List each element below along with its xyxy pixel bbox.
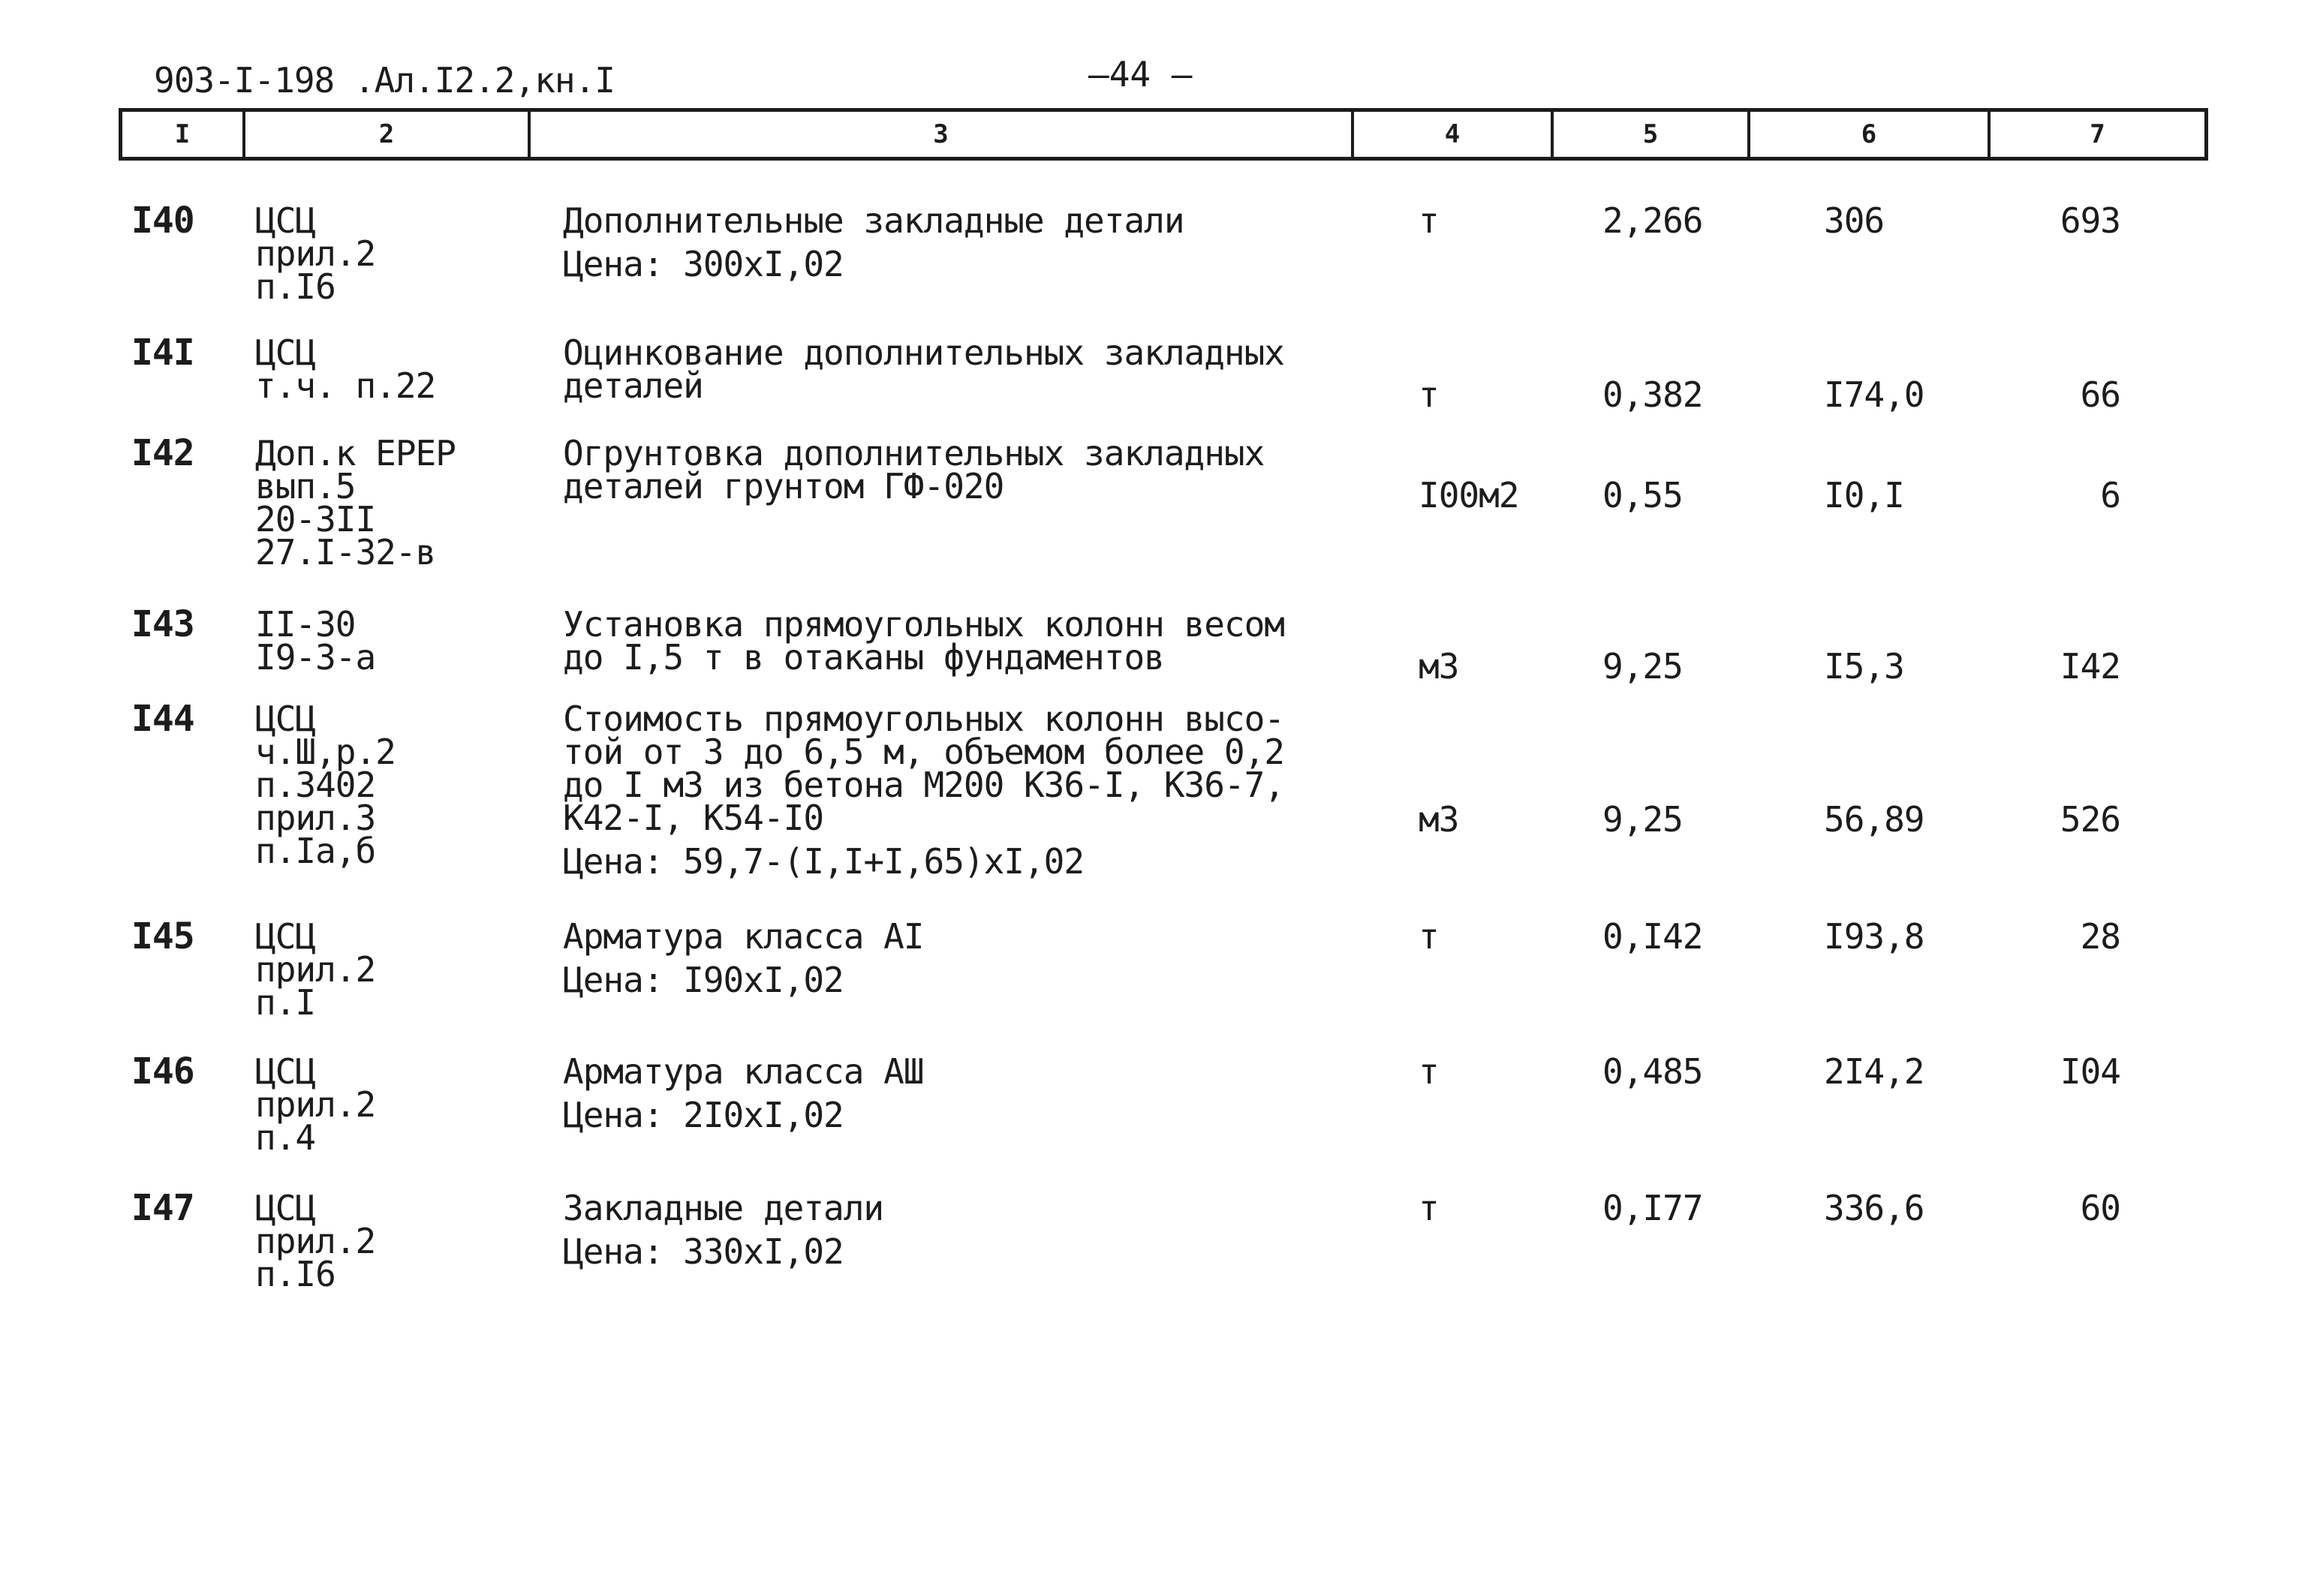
column-header-2: 2 <box>242 112 528 157</box>
row-total: 693 <box>2060 200 2120 241</box>
row-unit: м3 <box>1419 646 1459 687</box>
row-code <box>255 1188 376 1294</box>
row-unit: т <box>1419 374 1439 415</box>
price-note: Цена: I90хI,02 <box>563 960 844 1000</box>
code-line: ЦСЦ <box>255 1051 316 1092</box>
row-quantity: 0,55 <box>1602 475 1683 515</box>
row-total: I04 <box>2060 1051 2120 1092</box>
code-line: 27.I-32-в <box>255 532 436 573</box>
row-quantity: 0,I77 <box>1602 1188 1703 1228</box>
column-header-1: I <box>174 119 191 149</box>
row-total: 66 <box>2080 374 2120 415</box>
row-code <box>255 1051 376 1158</box>
row-unit: т <box>1419 200 1439 241</box>
row-unit: т <box>1419 916 1439 957</box>
column-header-5: 5 <box>1551 112 1747 157</box>
row-number: I46 <box>131 1050 194 1093</box>
code-line: прил.3 <box>255 798 376 838</box>
page-number: —44 — <box>1088 54 1193 95</box>
description-line: Закладные детали <box>563 1188 884 1228</box>
row-code <box>255 699 396 871</box>
code-line: п.Iа,б <box>255 831 376 871</box>
code-line: п.I6 <box>255 266 336 307</box>
row-quantity: 0,382 <box>1602 374 1703 415</box>
row-description <box>563 1188 884 1272</box>
row-unit-price: 336,6 <box>1824 1188 1924 1228</box>
description-line: Дополнительные закладные детали <box>563 200 1184 241</box>
code-line: прил.2 <box>255 1084 376 1125</box>
row-description <box>563 332 1284 406</box>
code-line: 20-3II <box>255 499 376 540</box>
row-unit-price: I0,I <box>1824 475 1904 515</box>
code-line: п.I <box>255 982 316 1023</box>
row-unit-price: I5,3 <box>1824 646 1904 687</box>
description-line: до I,5 т в отаканы фундаментов <box>563 637 1164 678</box>
description-line: К42-I, К54-I0 <box>563 798 824 838</box>
row-number: I40 <box>131 200 194 242</box>
description-line: той от 3 до 6,5 м, объемом более 0,2 <box>563 732 1284 772</box>
price-note: Цена: 300хI,02 <box>563 244 844 284</box>
row-code <box>255 200 376 307</box>
column-header-7: 7 <box>1988 112 2204 157</box>
row-total: I42 <box>2060 646 2120 687</box>
code-line: прил.2 <box>255 949 376 990</box>
description-line: Установка прямоугольных колонн весом <box>563 604 1284 645</box>
description-line: Огрунтовка дополнительных закладных <box>563 433 1265 473</box>
code-line: Доп.к ЕРЕР <box>255 433 456 473</box>
row-unit: т <box>1419 1051 1439 1092</box>
description-line: Оцинкование дополнительных закладных <box>563 332 1284 373</box>
code-line: т.ч. п.22 <box>255 365 436 406</box>
row-quantity: 0,I42 <box>1602 916 1703 957</box>
code-line: ЦСЦ <box>255 1188 316 1228</box>
description-line: деталей <box>563 365 703 406</box>
code-line: прил.2 <box>255 233 376 274</box>
row-quantity: 9,25 <box>1602 799 1683 840</box>
column-header-4: 4 <box>1351 112 1551 157</box>
code-line: ЦСЦ <box>255 332 316 373</box>
code-line: п.I6 <box>255 1254 336 1294</box>
description-line: Арматура класса АI <box>563 916 924 957</box>
code-line: п.4 <box>255 1117 316 1158</box>
code-line: вып.5 <box>255 466 356 506</box>
code-line: ЦСЦ <box>255 699 316 739</box>
row-total: 6 <box>2100 475 2120 515</box>
row-unit-price: I74,0 <box>1824 374 1924 415</box>
row-unit: м3 <box>1419 799 1459 840</box>
document-reference: 903-I-198 .Ал.I2.2,кн.I <box>154 60 615 101</box>
row-description <box>563 604 1284 678</box>
description-line: Арматура класса АШ <box>563 1051 924 1092</box>
row-number: I45 <box>131 915 194 957</box>
row-number: I43 <box>131 603 194 645</box>
code-line: прил.2 <box>255 1221 376 1261</box>
row-number: I42 <box>131 432 194 474</box>
row-total: 526 <box>2060 799 2120 840</box>
row-description <box>563 433 1265 506</box>
price-note: Цена: 330хI,02 <box>563 1231 844 1272</box>
column-header-6: 6 <box>1747 112 1988 157</box>
row-code <box>255 332 436 406</box>
code-line: ЦСЦ <box>255 916 316 957</box>
code-line: ЦСЦ <box>255 200 316 241</box>
row-code <box>255 433 456 573</box>
description-line: до I м3 из бетона М200 К36-I, К36-7, <box>563 765 1284 805</box>
row-unit-price: 2I4,2 <box>1824 1051 1924 1092</box>
row-unit-price: 306 <box>1824 200 1885 241</box>
row-number: I44 <box>131 698 194 740</box>
row-unit: т <box>1419 1188 1439 1228</box>
code-line: ч.Ш,р.2 <box>255 732 396 772</box>
row-code <box>255 604 376 678</box>
row-unit-price: 56,89 <box>1824 799 1924 840</box>
row-description <box>563 916 924 1000</box>
row-description <box>563 200 1184 284</box>
code-line: I9-3-а <box>255 637 376 678</box>
row-unit-price: I93,8 <box>1824 916 1924 957</box>
row-description <box>563 1051 924 1135</box>
code-line: п.3402 <box>255 765 376 805</box>
price-note: Цена: 59,7-(I,I+I,65)хI,02 <box>563 841 1085 882</box>
row-quantity: 0,485 <box>1602 1051 1703 1092</box>
row-code <box>255 916 376 1023</box>
price-note: Цена: 2I0хI,02 <box>563 1095 844 1135</box>
row-description <box>563 699 1284 882</box>
description-line: Стоимость прямоугольных колонн высо- <box>563 699 1284 739</box>
row-number: I47 <box>131 1187 194 1229</box>
description-line: деталей грунтом ГФ-020 <box>563 466 1004 506</box>
row-total: 28 <box>2080 916 2120 957</box>
code-line: II-30 <box>255 604 356 645</box>
row-unit: I00м2 <box>1419 475 1519 515</box>
row-total: 60 <box>2080 1188 2120 1228</box>
column-header-3: 3 <box>528 112 1351 157</box>
row-quantity: 2,266 <box>1602 200 1703 241</box>
row-number: I4I <box>131 332 194 374</box>
row-quantity: 9,25 <box>1602 646 1683 687</box>
